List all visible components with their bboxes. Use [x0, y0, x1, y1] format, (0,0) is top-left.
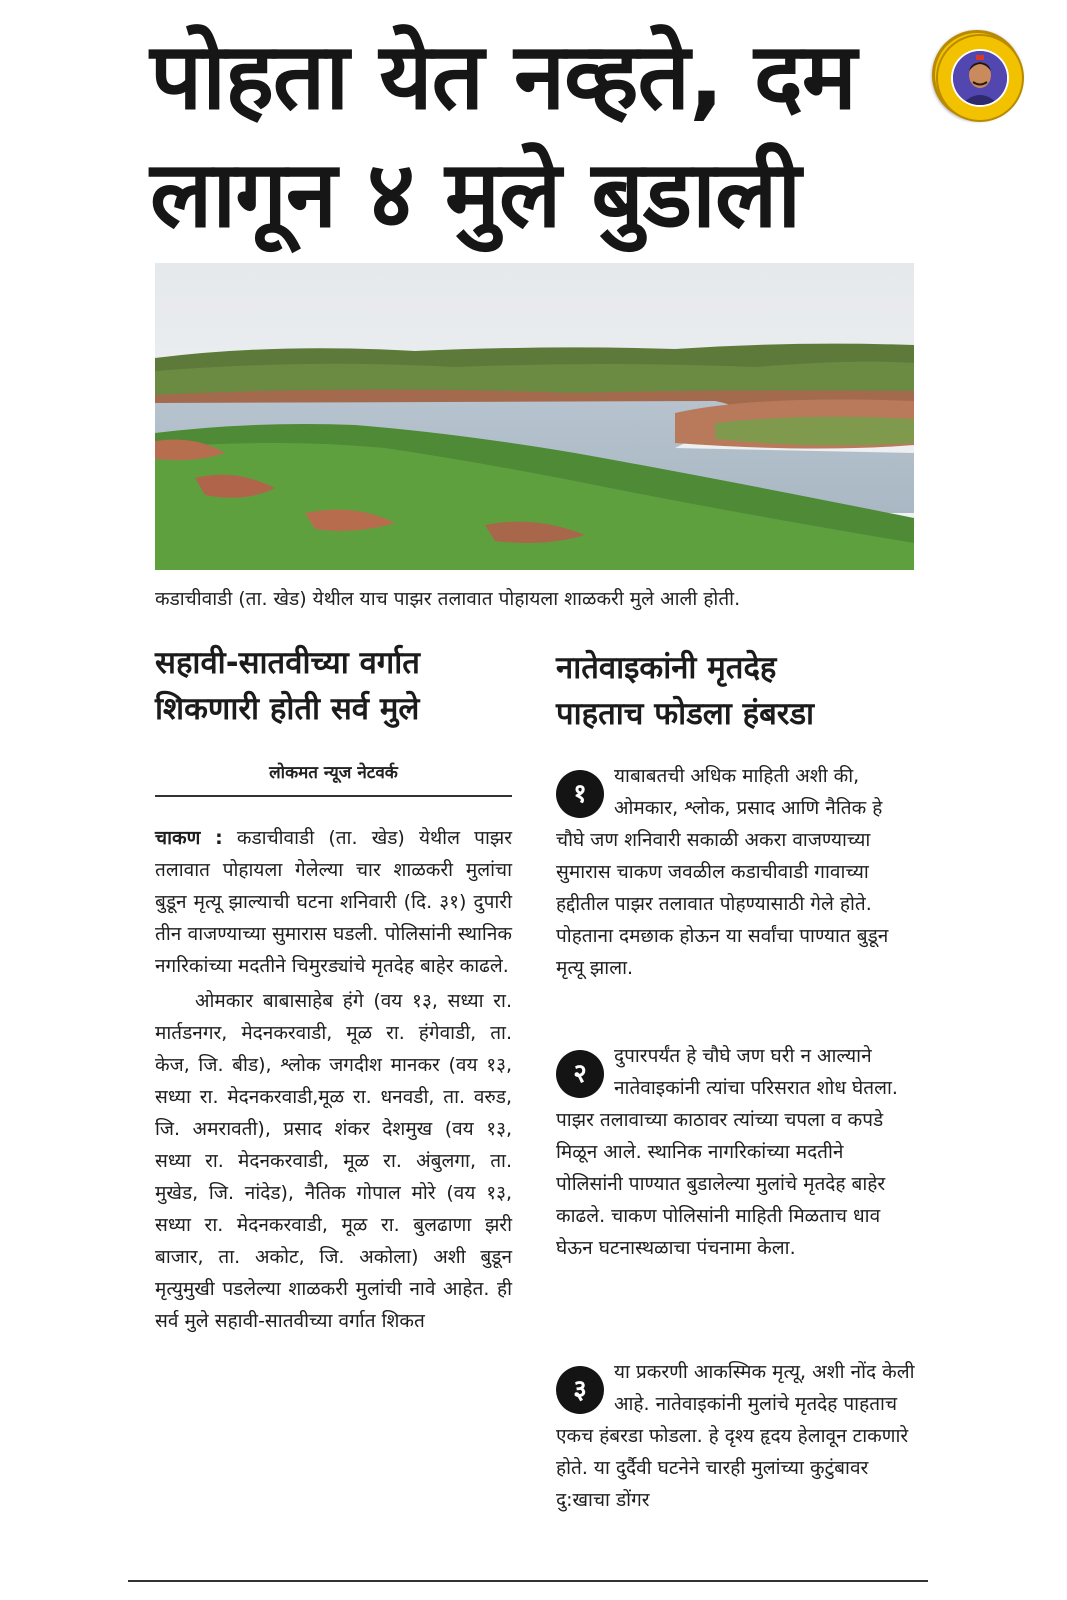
dateline: चाकण :: [155, 827, 223, 849]
right-subheading: [556, 645, 916, 737]
left-subheading: [155, 640, 515, 732]
byline-divider: [155, 795, 512, 797]
point-text: याबाबतची अधिक माहिती अशी की, ओमकार, श्लोक, प्रसाद आणि नैतिक हे चौघे जण शनिवारी सकाळी अकरा वाजण्याच्या सुमारास चाकण जवळील कडाचीवाडी गावाच्या हद्दीतील पाझर तलावात पोहण्यासाठी गेले होते. पोहताना दमछाक होऊन या सर्वांचा पाण्यात बुडून मृत्यू झाला.: [556, 765, 889, 979]
paragraph-text: ओमकार बाबासाहेब हंगे (वय १३, सध्या रा. मार्तडनगर, मेदनकरवाडी, मूळ रा. हंगेवाडी, ता. केज, जि. बीड), श्लोक जगदीश मानकर (वय १३, सध्या रा. मेदनकरवाडी,मूळ रा. धनवडी, ता. वरुड, जि. अमरावती), प्रसाद शंकर देशमुख (वय १३, सध्या रा. मेदनकरवाडी, मूळ रा. अंबुलगा, ता. मुखेड, जि. नांदेड), नैतिक गोपाल मोरे (वय १३, सध्या रा. मेदनकरवाडी, मूळ रा. बुलढाणा झरी बाजार, ता. अकोट, जि. अकोला) अशी बुडून मृत्युमुखी पडलेल्या शाळकरी मुलांची नावे आहेत. ही सर्व मुले सहावी-सातवीच्या वर्गात शिकत: [155, 990, 512, 1332]
numbered-point: [556, 1040, 916, 1264]
bottom-divider: [128, 1580, 928, 1582]
headline-line-1: पोहता येत नव्हते, दम: [150, 23, 856, 130]
point-text: या प्रकरणी आकस्मिक मृत्यू, अशी नोंद केली आहे. नातेवाइकांनी मुलांचे मृतदेह पाहताच एकच हंबरडा फोडला. हे दृश्य हृदय हेलावून टाकणारे होते. या दुर्दैवी घटनेने चारही मुलांच्या कुटुंबावर दु:खाचा डोंगर: [556, 1361, 915, 1511]
point-text: दुपारपर्यंत हे चौघे जण घरी न आल्याने नातेवाइकांनी त्यांचा परिसरात शोध घेतला. पाझर तलावाच्या काठावर त्यांच्या चपला व कपडे मिळून आले. स्थानिक नागरिकांच्या मदतीने पोलिसांनी पाण्यात बुडालेल्या मुलांचे मृतदेह बाहेर काढले. चाकण पोलिसांनी माहिती मिळताच धाव घेऊन घटनास्थळाचा पंचनामा केला.: [556, 1045, 898, 1259]
lake-photo: [155, 263, 914, 570]
right-subheading-line-1: नातेवाइकांनी मृतदेह: [556, 650, 777, 686]
left-subheading-line-2: शिकणारी होती सर्व मुले: [155, 691, 420, 727]
byline: लोकमत न्यूज नेटवर्क: [269, 763, 398, 783]
headline-line-2: लागून ४ मुले बुडाली: [150, 141, 801, 248]
left-subheading-line-1: सहावी-सातवीच्या वर्गात: [155, 645, 420, 681]
number-badge: २: [556, 1050, 604, 1098]
numbered-point: [556, 760, 916, 984]
author-badge-logo: [932, 30, 1022, 120]
paragraph-text: कडाचीवाडी (ता. खेड) येथील पाझर तलावात पोहायला गेलेल्या चार शाळकरी मुलांचा बुडून मृत्यू झाल्याची घटना शनिवारी (दि. ३१) दुपारी तीन वाजण्याच्या सुमारास घडली. पोलिसांनी स्थानिक नगरिकांच्या मदतीने चिमुरड्यांचे मृतदेह बाहेर काढले.: [155, 827, 513, 977]
portrait-icon: [953, 51, 1007, 105]
numbered-point: [556, 1356, 916, 1516]
number-badge: १: [556, 770, 604, 818]
paragraph: [155, 822, 512, 982]
headline: [150, 18, 910, 254]
left-article-body: [155, 822, 512, 1340]
number-badge: ३: [556, 1366, 604, 1414]
photo-caption: कडाचीवाडी (ता. खेड) येथील याच पाझर तलावात पोहायला शाळकरी मुले आली होती.: [155, 588, 741, 610]
right-subheading-line-2: पाहताच फोडला हंबरडा: [556, 696, 815, 732]
